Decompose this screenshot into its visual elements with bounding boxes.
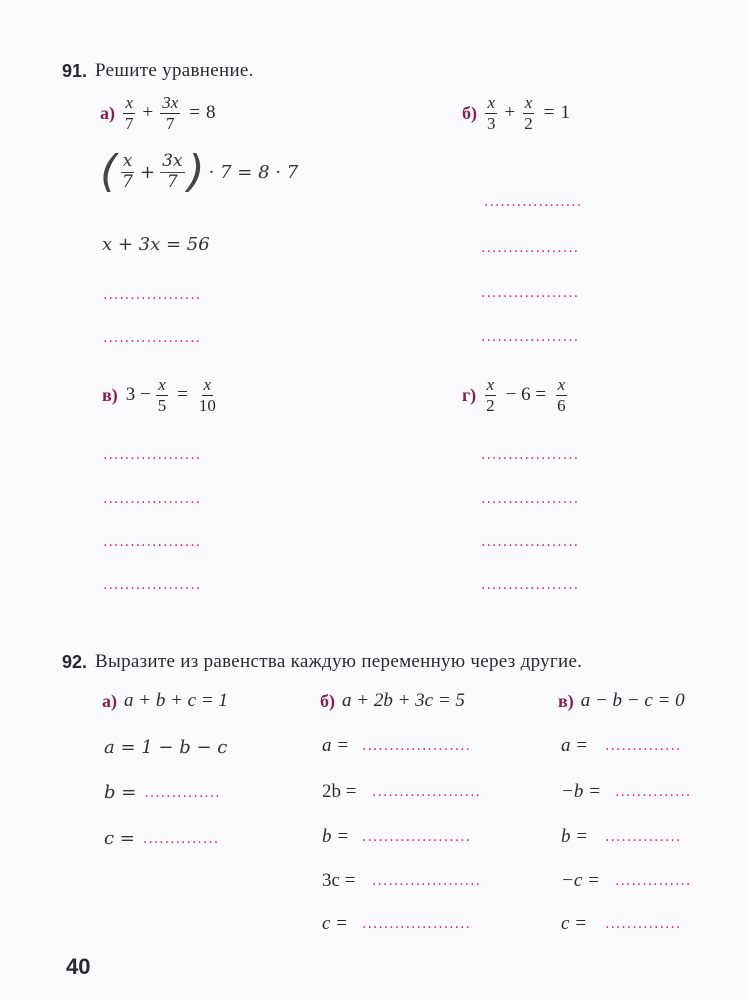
ex92-v-row — [561, 870, 691, 892]
ex92-v-row — [561, 913, 681, 935]
item-label: г) — [462, 384, 477, 405]
ex91-a-equation — [100, 94, 215, 133]
numerator: 3x — [162, 93, 179, 112]
fraction — [123, 94, 136, 133]
ex91-v-equation — [102, 376, 221, 415]
ex92-a-equation — [102, 690, 228, 712]
row-label: b = — [104, 782, 137, 803]
answer-line[interactable]: .............. — [144, 784, 221, 801]
ex92-a-row3 — [104, 828, 219, 849]
numerator: 3x — [162, 150, 183, 171]
answer-line[interactable]: .................... — [362, 829, 472, 845]
denominator: 7 — [166, 171, 178, 192]
answer-line[interactable]: .............. — [605, 916, 682, 932]
denominator: 7 — [125, 113, 134, 133]
answer-line[interactable]: .................. — [481, 329, 580, 345]
numerator: x — [487, 93, 496, 112]
row-label: c = — [561, 913, 588, 934]
fraction — [197, 376, 218, 415]
row-label: b = — [322, 826, 350, 847]
operator: + — [140, 161, 156, 183]
answer-line[interactable]: .................. — [103, 491, 202, 507]
fraction — [120, 150, 135, 192]
answer-line[interactable]: .................... — [372, 873, 482, 889]
exercise-task: Решите уравнение. — [95, 60, 254, 81]
row-label: 3c = — [322, 870, 356, 891]
answer-line[interactable]: .................. — [481, 240, 580, 256]
fraction — [484, 376, 497, 415]
equation-text: a + b + c = 1 — [124, 690, 228, 711]
ex92-a-row2 — [104, 782, 221, 803]
item-label: а) — [102, 690, 117, 711]
fraction — [160, 150, 184, 192]
lhs: 3 − — [125, 384, 151, 406]
exercise-92-header — [62, 651, 582, 673]
denominator: 7 — [122, 171, 133, 192]
answer-line[interactable]: .............. — [615, 873, 692, 889]
left-paren: ( — [100, 146, 118, 197]
exercise-task: Выразите из равенства каждую переменную через другие. — [95, 651, 583, 672]
equation-text: a − b − c = 0 — [580, 690, 685, 711]
row-label: −c = — [561, 870, 600, 891]
denominator: 2 — [524, 113, 533, 133]
row-label: c = — [322, 913, 349, 934]
fraction — [156, 376, 169, 415]
ex92-b-row — [322, 781, 481, 803]
numerator: x — [557, 375, 566, 394]
item-label: а) — [100, 102, 115, 123]
step-rest: · 7 = 8 · 7 — [208, 161, 299, 183]
row-label: b = — [561, 826, 589, 847]
answer-line[interactable]: .................. — [481, 447, 580, 463]
right-paren: ) — [187, 146, 205, 197]
exercise-number: 92. — [62, 651, 88, 672]
row-label: a = — [322, 735, 350, 756]
fraction — [485, 94, 498, 133]
ex91-g-equation — [462, 376, 571, 415]
answer-line[interactable]: .................... — [372, 784, 482, 800]
fraction — [160, 94, 180, 133]
answer-line[interactable]: .................. — [103, 577, 202, 593]
operator: = — [177, 384, 188, 406]
row-label: a = — [561, 735, 589, 756]
denominator: 10 — [198, 395, 216, 415]
ex92-a-row1: a = 1 − b − c — [104, 737, 228, 758]
operator: = — [189, 102, 200, 124]
operator: = — [543, 102, 555, 124]
item-label: в) — [102, 384, 118, 405]
answer-line[interactable]: .................. — [103, 534, 202, 550]
answer-line[interactable]: .................. — [103, 447, 202, 463]
fraction — [522, 94, 535, 133]
ex92-v-equation — [558, 690, 685, 712]
ex91-a-step1 — [100, 146, 299, 197]
operator: + — [142, 102, 154, 124]
ex91-a-step2: x + 3x = 56 — [102, 234, 210, 255]
numerator: x — [203, 375, 212, 394]
answer-line[interactable]: .................. — [103, 287, 202, 303]
answer-line[interactable]: .................. — [481, 534, 580, 550]
denominator: 5 — [157, 395, 167, 415]
item-label: б) — [462, 102, 477, 123]
exercise-91-header — [62, 60, 254, 82]
operator: − 6 = — [505, 384, 547, 406]
ex92-v-row — [561, 781, 691, 803]
rhs: 1 — [560, 102, 570, 124]
ex92-b-row — [322, 735, 471, 757]
exercise-number: 91. — [62, 60, 88, 81]
answer-line[interactable]: .............. — [605, 738, 682, 754]
answer-line[interactable]: .................. — [481, 285, 580, 301]
row-label: 2b = — [322, 781, 357, 802]
fraction — [555, 376, 568, 415]
denominator: 2 — [486, 395, 495, 415]
answer-line[interactable]: .............. — [615, 784, 692, 800]
numerator: x — [524, 93, 533, 112]
denominator: 3 — [487, 113, 496, 133]
numerator: x — [125, 93, 134, 112]
row-label: −b = — [561, 781, 601, 802]
ex92-b-equation — [320, 690, 465, 712]
answer-line[interactable]: .................... — [362, 738, 472, 754]
answer-line[interactable]: .................. — [484, 194, 583, 210]
ex92-v-row — [561, 735, 681, 757]
answer-line[interactable]: .................... — [362, 916, 472, 932]
ex91-b-equation — [462, 94, 570, 133]
row-label: c = — [104, 828, 135, 849]
answer-line[interactable]: .............. — [142, 830, 220, 847]
numerator: x — [158, 375, 166, 394]
page-number: 40 — [66, 954, 91, 979]
denominator: 6 — [557, 395, 566, 415]
ex92-b-row — [322, 870, 481, 892]
ex92-b-row — [322, 913, 471, 935]
numerator: x — [122, 150, 133, 171]
numerator: x — [486, 375, 495, 394]
denominator: 7 — [165, 113, 175, 133]
ex92-b-row — [322, 826, 471, 848]
equation-text: a + 2b + 3c = 5 — [342, 690, 465, 711]
answer-line[interactable]: .................. — [481, 577, 580, 593]
item-label: в) — [558, 690, 574, 711]
ex92-v-row — [561, 826, 681, 848]
answer-line[interactable]: .................. — [481, 491, 580, 507]
item-label: б) — [320, 690, 335, 711]
rhs: 8 — [205, 102, 216, 124]
answer-line[interactable]: .................. — [103, 330, 202, 346]
operator: + — [504, 102, 516, 124]
answer-line[interactable]: .............. — [605, 829, 682, 845]
